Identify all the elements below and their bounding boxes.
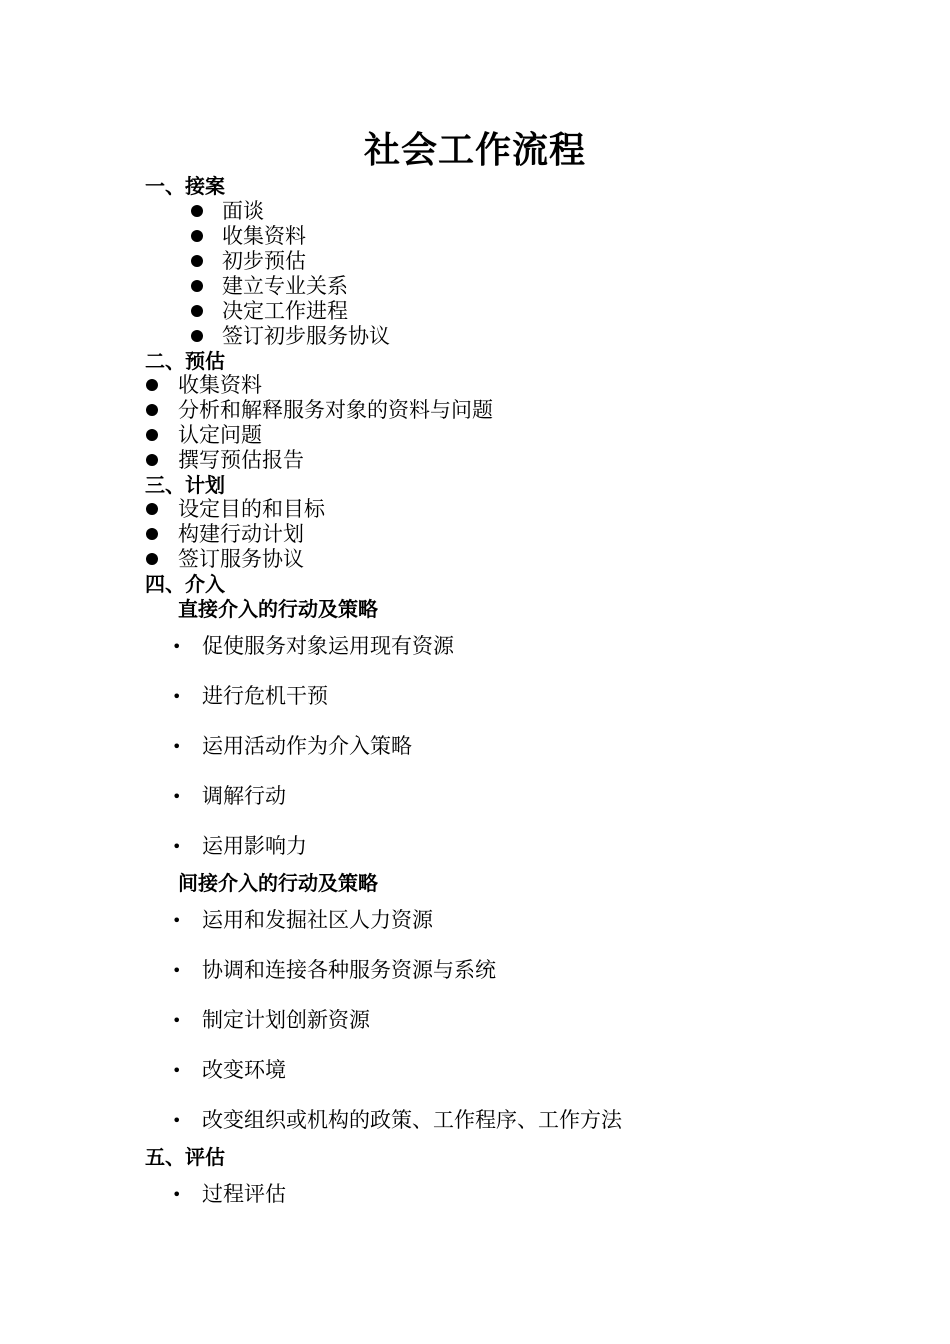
list-item: 调解行动 — [202, 784, 286, 808]
bullet-dot — [191, 305, 203, 317]
list-item: 收集资料 — [222, 224, 306, 248]
list-item: 运用活动作为介入策略 — [202, 734, 412, 758]
list-item: 初步预估 — [222, 249, 306, 273]
list-item: 改变环境 — [202, 1058, 286, 1082]
bullet-dot — [146, 404, 158, 416]
subsection-heading-indirect: 间接介入的行动及策略 — [178, 871, 378, 895]
section-heading-evaluation: 五、评估 — [145, 1145, 225, 1169]
bullet-dot: • — [172, 911, 182, 930]
subsection-heading-direct: 直接介入的行动及策略 — [178, 597, 378, 621]
list-item: 设定目的和目标 — [178, 497, 325, 521]
bullet-dot — [146, 553, 158, 565]
bullet-dot — [191, 205, 203, 217]
list-item: 面谈 — [222, 199, 264, 223]
list-item: 过程评估 — [202, 1182, 286, 1206]
list-item: 协调和连接各种服务资源与系统 — [202, 958, 496, 982]
bullet-dot — [146, 528, 158, 540]
list-item: 进行危机干预 — [202, 684, 328, 708]
list-item: 改变组织或机构的政策、工作程序、工作方法 — [202, 1108, 622, 1132]
list-item: 促使服务对象运用现有资源 — [202, 634, 454, 658]
list-item: 认定问题 — [178, 423, 262, 447]
bullet-dot: • — [172, 1111, 182, 1130]
bullet-dot: • — [172, 837, 182, 856]
bullet-dot — [146, 379, 158, 391]
bullet-dot: • — [172, 961, 182, 980]
bullet-dot — [146, 429, 158, 441]
bullet-dot — [146, 454, 158, 466]
bullet-dot: • — [172, 787, 182, 806]
bullet-dot — [191, 255, 203, 267]
bullet-dot — [191, 230, 203, 242]
section-heading-planning: 三、计划 — [145, 473, 225, 497]
list-item: 决定工作进程 — [222, 299, 348, 323]
page-title: 社会工作流程 — [363, 129, 586, 171]
bullet-dot — [191, 280, 203, 292]
list-item: 运用影响力 — [202, 834, 307, 858]
bullet-dot: • — [172, 1061, 182, 1080]
list-item: 运用和发掘社区人力资源 — [202, 908, 433, 932]
list-item: 收集资料 — [178, 373, 262, 397]
bullet-dot — [191, 330, 203, 342]
list-item: 签订服务协议 — [178, 547, 304, 571]
bullet-dot: • — [172, 1011, 182, 1030]
bullet-dot: • — [172, 687, 182, 706]
list-item: 撰写预估报告 — [178, 448, 304, 472]
list-item: 制定计划创新资源 — [202, 1008, 370, 1032]
bullet-dot: • — [172, 737, 182, 756]
bullet-dot — [146, 503, 158, 515]
bullet-dot: • — [172, 637, 182, 656]
list-item: 签订初步服务协议 — [222, 324, 390, 348]
list-item: 建立专业关系 — [222, 274, 348, 298]
section-heading-intervention: 四、介入 — [145, 572, 225, 596]
section-heading-intake: 一、接案 — [145, 174, 225, 198]
section-heading-assessment: 二、预估 — [145, 349, 225, 373]
list-item: 分析和解释服务对象的资料与问题 — [178, 398, 493, 422]
list-item: 构建行动计划 — [178, 522, 304, 546]
bullet-dot: • — [172, 1185, 182, 1204]
